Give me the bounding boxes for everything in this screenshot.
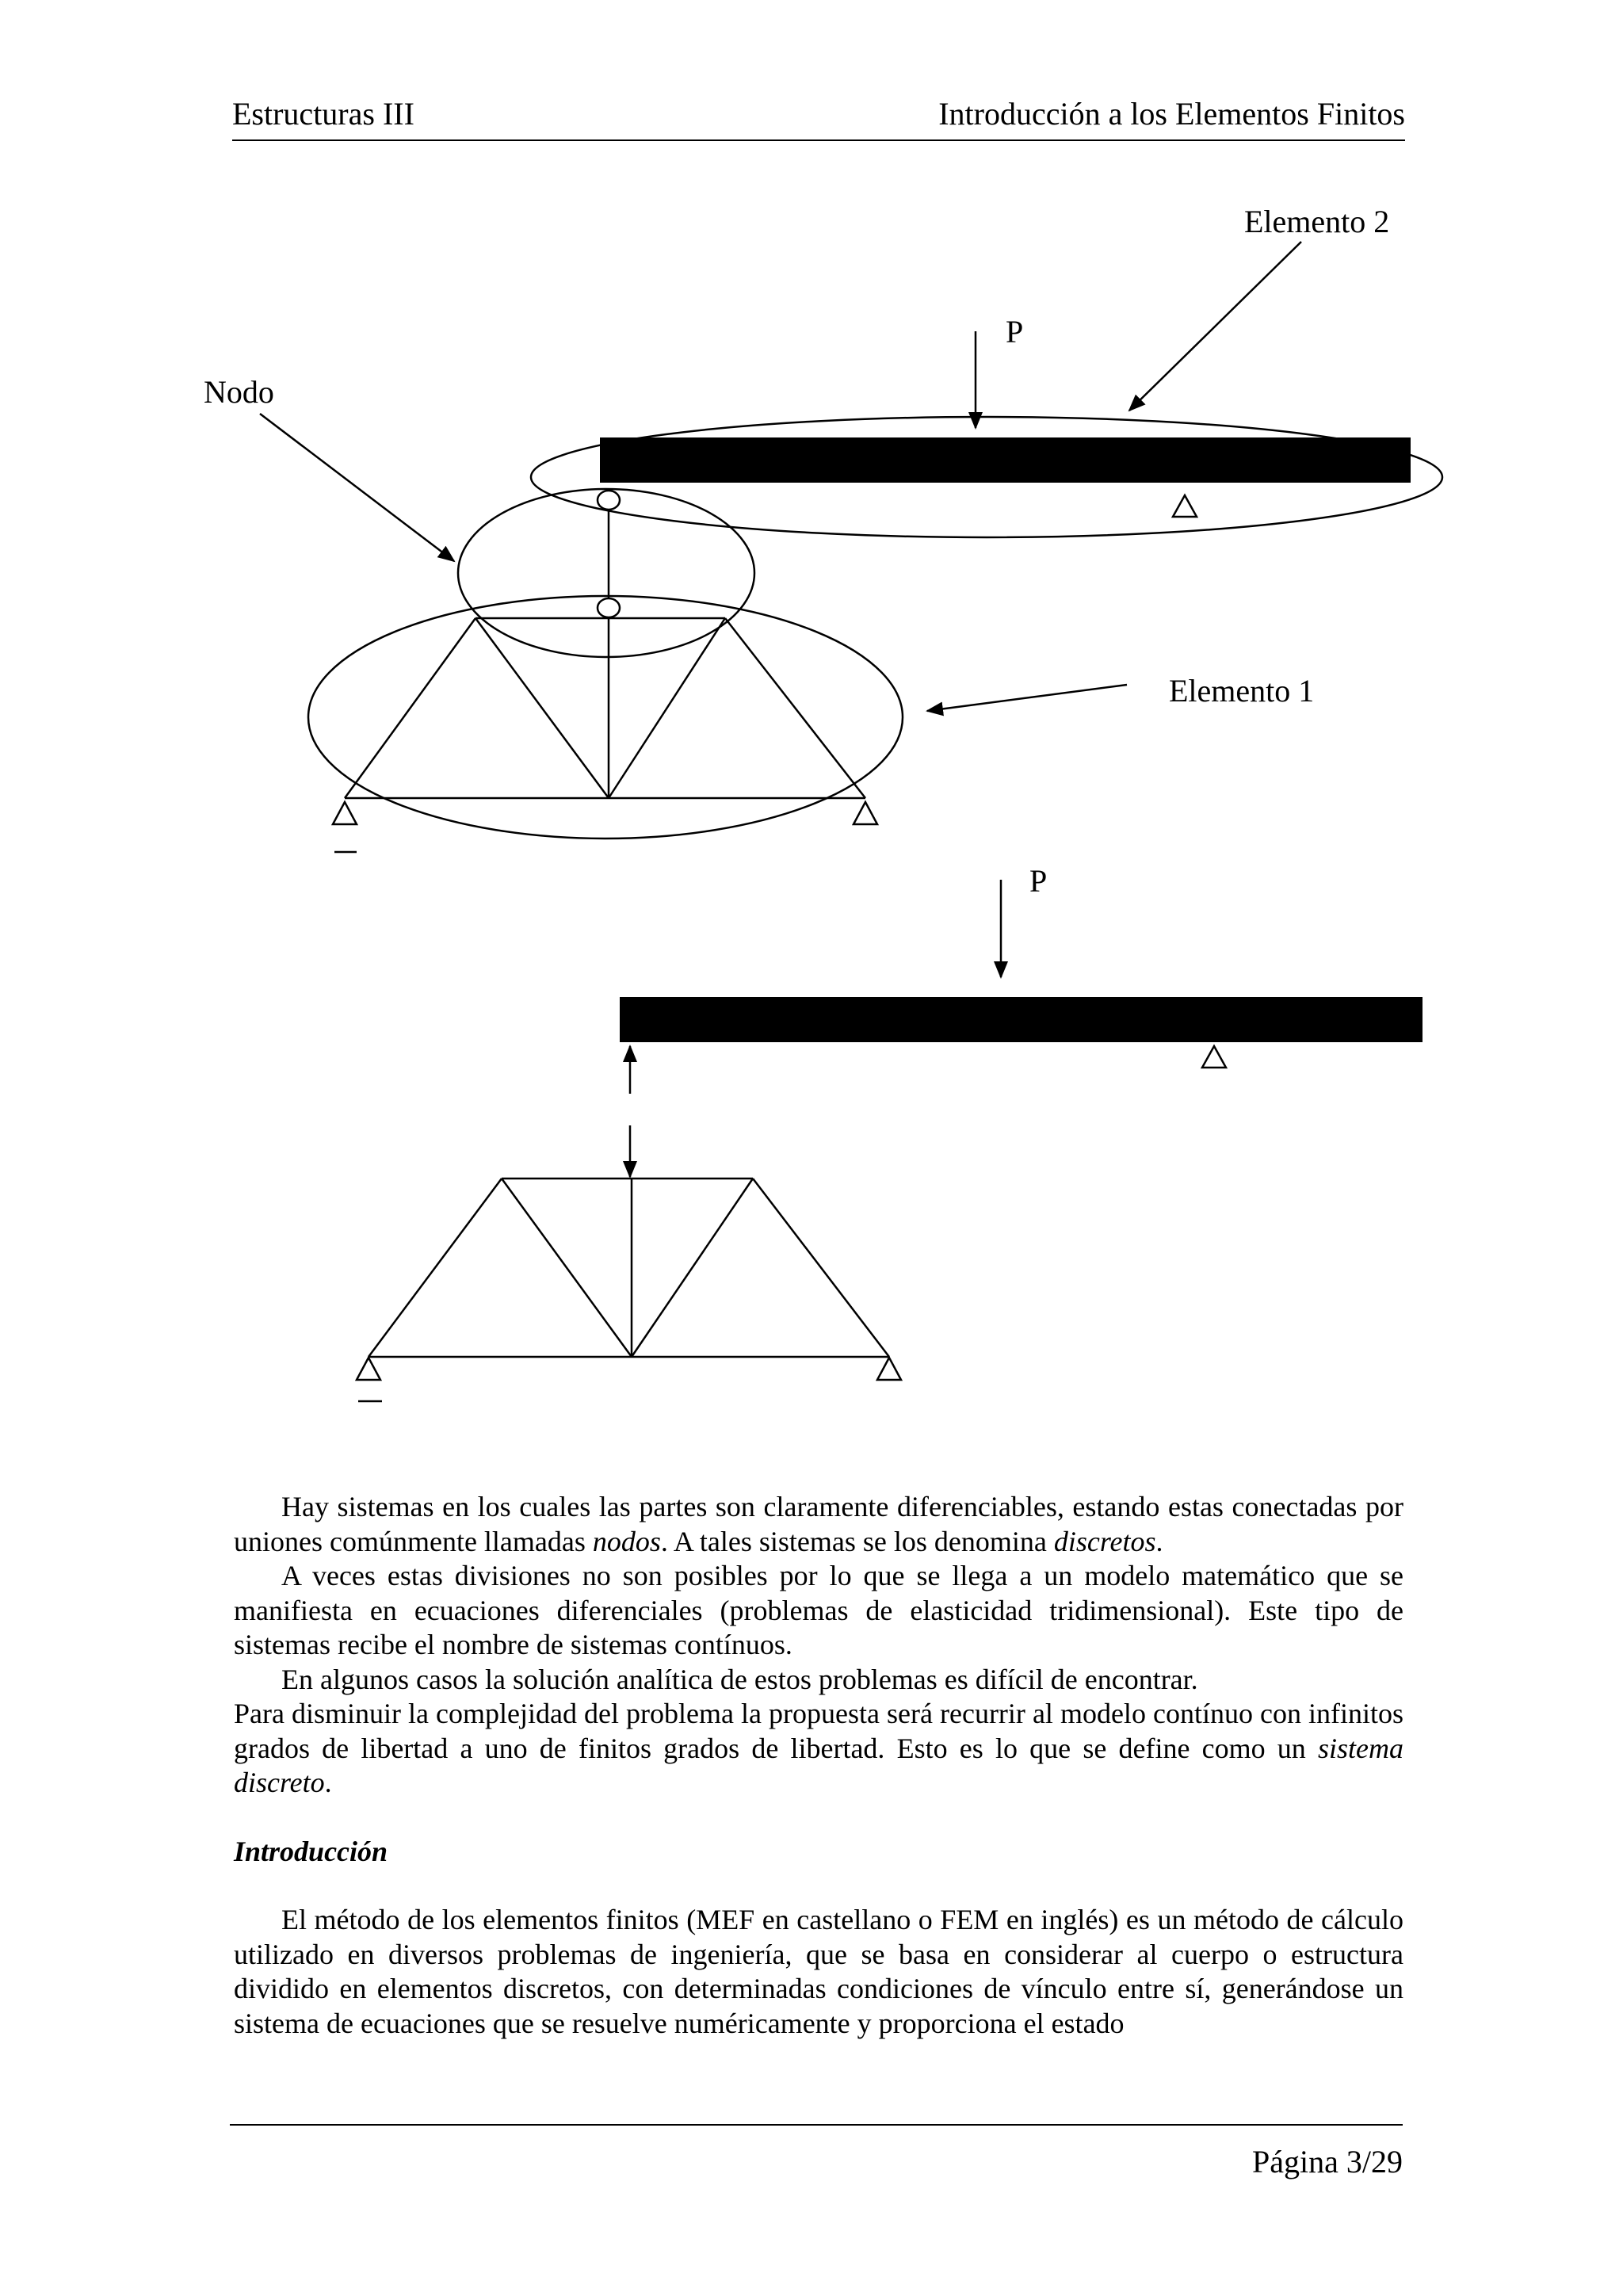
load-label-upper: P (1006, 314, 1024, 350)
page-footer (230, 2124, 1403, 2179)
truss-upper-support-left (333, 802, 357, 824)
truss-lower-support-left (357, 1358, 380, 1380)
node-ellipse (458, 489, 754, 657)
hinge-bottom (598, 598, 620, 617)
paragraph-discrete-systems: Hay sistemas en los cuales las partes son claramente diferenciables, estando estas conectadas por uniones comúnmente llamadas nodos. A tales sistemas se los denomina discretos. (234, 1491, 1403, 1557)
beam-upper (600, 437, 1411, 483)
header-chapter-title: Introducción a los Elementos Finitos (938, 96, 1405, 132)
section-heading-introduccion: Introducción (234, 1835, 388, 1867)
beam-upper-support (1173, 495, 1197, 517)
paragraph-fem-intro: El método de los elementos finitos (MEF en castellano o FEM en inglés) es un método de cálculo utilizado en diversos problemas de ingeniería, que se basa en considerar al cuerpo o estructura dividido en elementos discretos, con determinadas condiciones de vínculo entre sí, generándose un sistema de ecuaciones que se resuelve numéricamente y proporciona el estado (234, 1904, 1403, 2039)
lower-truss-group (357, 1125, 901, 1401)
truss-lower (369, 1179, 889, 1357)
paragraph-continuous-systems: A veces estas divisiones no son posibles por lo que se llega a un modelo matemático que se manifiesta en ecuaciones diferenciales (problemas de elasticidad tridimensional). Este tipo de sistemas recibe el nombre de sistemas contínuos. (234, 1560, 1403, 1660)
body-text (234, 1490, 1403, 2041)
element-2-group (531, 204, 1442, 537)
truss-upper-support-right (854, 802, 877, 824)
hinge-top (598, 491, 620, 510)
term-sistema-discreto: sistema discreto (234, 1732, 1403, 1798)
truss-upper (345, 617, 865, 798)
node-label: Nodo (204, 374, 274, 410)
node-group (204, 374, 754, 657)
element-1-ellipse (308, 596, 903, 839)
element-1-group (308, 596, 1314, 852)
paragraph-analytic-solution: En algunos casos la solución analítica de estos problemas es difícil de encontrar. (281, 1663, 1198, 1695)
lower-beam-group (620, 863, 1423, 1094)
element-2-pointer (1129, 242, 1301, 411)
header-course-title: Estructuras III (232, 96, 414, 132)
page-number: Página 3/29 (1252, 2144, 1403, 2179)
truss-lower-support-right (877, 1358, 901, 1380)
load-label-lower: P (1029, 863, 1048, 899)
element-1-pointer (927, 685, 1127, 711)
term-nodos: nodos (592, 1525, 661, 1557)
beam-lower (620, 997, 1423, 1042)
node-pointer (260, 414, 454, 561)
paragraph-complexity: Para disminuir la complejidad del problema la propuesta será recurrir al modelo contínuo con infinitos grados de libertad a uno de finitos grados de libertad. Esto es lo que se define como un sistema discreto. (234, 1698, 1403, 1798)
term-discretos: discretos (1053, 1525, 1156, 1557)
element-1-label: Elemento 1 (1169, 673, 1315, 709)
element-2-label: Elemento 2 (1244, 204, 1390, 239)
beam-lower-support (1202, 1046, 1226, 1068)
